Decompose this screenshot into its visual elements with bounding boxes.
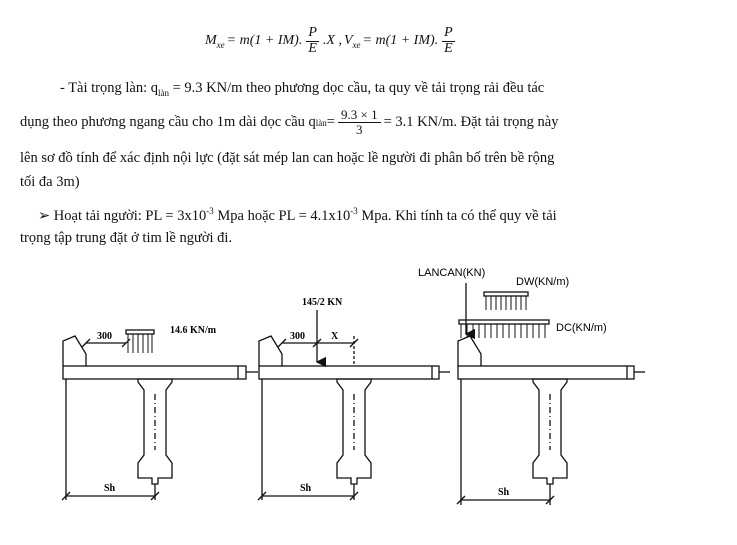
para1-line3: lên sơ đồ tính để xác định nội lực (đặt sát mép lan can hoặc lề người đi phân bố trên bề rộng <box>20 150 555 166</box>
para1-line2: dụng theo phương ngang cầu cho 1m dài dọc cầu q làn = $\frac{9.3 \times 1}{3}$ = 3.1 KN/m. Đặt tải trọng này <box>20 107 559 138</box>
d2-var: X <box>331 331 339 342</box>
formula-frac-2: $\frac{P}{E}$ <box>444 25 453 56</box>
formula-eq1: = m(1 + IM). <box>226 33 303 49</box>
d3-dc: DC(KN/m) <box>556 322 607 334</box>
formula-after1: .X , <box>322 33 342 49</box>
d1-load: 14.6 KN/m <box>170 325 217 336</box>
formula-eq2: = m(1 + IM). <box>362 33 439 49</box>
d3-dw: DW(KN/m) <box>516 276 570 288</box>
d2-force: 145/2 KN <box>302 297 343 308</box>
diagram-2 <box>258 310 450 500</box>
diagram-1 <box>62 330 258 500</box>
bullet-arrow-icon: ➢ <box>38 207 51 224</box>
para1-frac: $\frac{9.3 \times 1}{3}$ <box>338 108 381 138</box>
d1-span: Sh <box>104 483 116 494</box>
para1-line1: - Tài trọng làn: $q_{làn} = 9.3$ KN/m theo phương dọc cầu, ta quy về tải trọng rải đều tác <box>60 80 545 98</box>
diagram-3 <box>457 283 645 505</box>
para2-line2: trọng tập trung đặt ở tim lề người đi. <box>20 230 233 246</box>
d2-dim: 300 <box>290 331 305 342</box>
d2-span: Sh <box>300 483 312 494</box>
d3-span: Sh <box>498 487 510 498</box>
d3-lancan: LANCAN(KN) <box>418 267 486 279</box>
para2-line1: ➢ Hoạt tải người: PL = $3x10^{-3}$ Mpa hoặc PL = $4.1x10^{-3}$ Mpa. Khi tính ta có thể quy về tải <box>38 206 557 224</box>
formula-frac-1: $\frac{P}{E}$ <box>308 25 317 56</box>
formula-shear: $V_{xe}$ <box>343 32 361 50</box>
d1-dim: 300 <box>97 331 112 342</box>
formula-moment: $M_{xe}$ <box>205 32 225 50</box>
para1-line4: tối đa 3m) <box>20 174 80 190</box>
